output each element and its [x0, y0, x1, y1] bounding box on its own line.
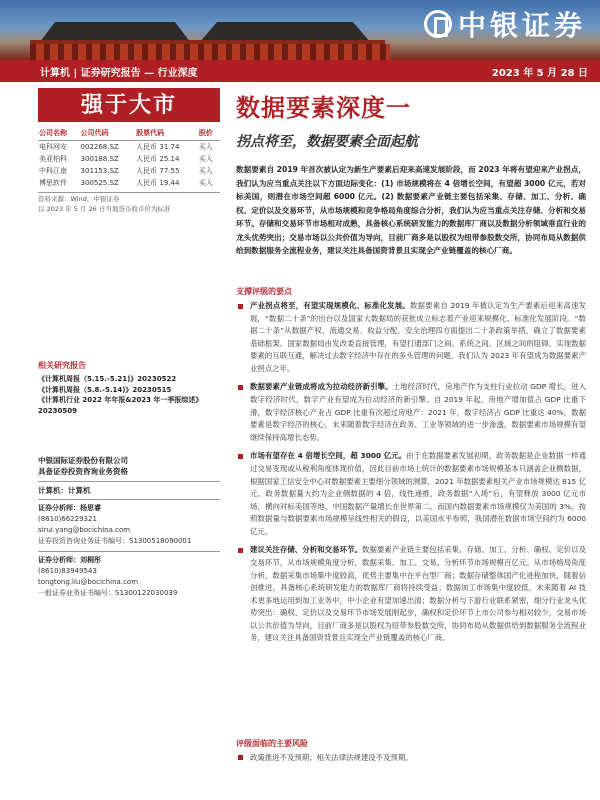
cell: 002268.SZ — [80, 143, 119, 151]
key-point — [236, 300, 586, 375]
key-point-title: 数据要素产业链成将成为拉动经济新引擎。 — [250, 382, 393, 392]
col-header: 股票代码 — [135, 126, 198, 141]
related-item[interactable]: 《计算机行业 2022 年年报&2023 年一季报综述》20230509 — [38, 396, 203, 415]
analyst-phone: (8610)83949543 — [38, 566, 97, 575]
col-header: 公司名称 — [38, 126, 80, 141]
rating-badge: 强于大市 — [38, 88, 220, 122]
divider — [38, 481, 220, 482]
cell: 电科网安 — [39, 143, 67, 151]
cell: 博思软件 — [39, 179, 67, 187]
table-row — [38, 165, 220, 177]
analyst-block — [38, 555, 220, 600]
analyst-label: 证券分析师： — [38, 555, 80, 564]
cell: 人民币 77.55 — [136, 167, 180, 175]
analyst-phone: (8610)66229321 — [38, 514, 97, 523]
related-heading: 相关研究报告 — [38, 361, 86, 370]
section-heading-points: 支撑评级的要点 — [236, 287, 292, 296]
key-point-text: 数据要素自 2019 年被认定为生产要素后迎来高速发展，“数据二十条”的出台以及国家大数据局的获批成立标志着产业迎来规模化、标准化发展阶段。“数据二十条”从数据产权、流通交易、收益分配、安全治理四方面提出二十条政策举措，确立了数据要素基础框架。国家数据局由发改委直接管理，有望打通部门之间、系统之间、区域之间的阻碍，实现数据要素的互联互通，解决过去数字经济中存在的多头管理的问题。我们认为 2023 年有望成为数据要素产业拐点之年。 — [250, 301, 586, 373]
report-category: 计算机 | 证券研究报告 — 行业深度 — [40, 67, 198, 79]
key-point-title: 市场有望存在 4 倍增长空间，超 3000 亿元。 — [250, 451, 407, 461]
palace-roof-image — [200, 22, 370, 42]
key-point — [236, 450, 586, 538]
table-row — [38, 177, 220, 189]
report-summary: 数据要素自 2019 年首次被认定为新生产要素后迎来高速发展阶段，而 2023 年将有望迎来产业拐点，我们认为应当重点关注以下方面边际变化：(1) 市场规模将在 4 倍增长空间，有望超 3000 亿元，若对标美国，则潜在市场空间超 6000 亿元。(2) 数据要素产业链主要包括采集、存储、加工、分析、确权、定价以及交易环节，从市场规模和竞争格局角度综合分析，我们认为应当重点关注存储、分析和交易环节。存储和交易环节市场相对成熟，具备核心系统研发能力的数据库厂商以及数据分析领域垂直行业的龙头优势突出；交易市场以公共价值为导向，目前厂商多是以股权为纽带参股数交所，协同布局从数据供给到数据服务全流程业务，建议关注具备国资背景且实现全产业链覆盖的核心厂商。 — [236, 165, 586, 256]
key-point — [236, 381, 586, 444]
boc-logo-icon — [424, 10, 452, 38]
cell: 买入 — [198, 179, 213, 187]
cell: 300188.SZ — [80, 155, 119, 163]
divider — [38, 499, 220, 500]
table-note — [38, 192, 220, 215]
firm-name: 中银国际证券股份有限公司 — [38, 456, 128, 465]
left-column — [38, 88, 220, 215]
col-header: 公司代码 — [80, 126, 136, 141]
related-item[interactable]: 《计算机周报（5.8.-5.14)》20230515 — [38, 385, 172, 394]
cell: 买入 — [198, 155, 213, 163]
col-header: 股价 — [198, 126, 220, 141]
cell: 买入 — [198, 143, 213, 151]
table-row — [38, 153, 220, 165]
key-points — [236, 300, 586, 651]
firm-qualification: 具备证券投资咨询业务资格 — [38, 467, 128, 477]
palace-columns-image — [30, 44, 390, 60]
analyst-label: 证券分析师： — [38, 503, 80, 512]
stock-table — [38, 126, 220, 189]
risk-text: 政策推进不及预期；相关法律法规建设不及预期。 — [236, 752, 586, 763]
section-heading-risk: 评级面临的主要风险 — [236, 739, 308, 748]
cell: 300525.SZ — [80, 179, 119, 187]
related-item[interactable]: 《计算机周报（5.15.-5.21)》20230522 — [38, 375, 177, 383]
analyst-cert: 证券投资咨询业务证书编号：S1300518090001 — [38, 537, 192, 546]
key-point-text: 由于在数据要素发展初期，政务数据是企业数据一样通过交易变现或从税利角度体现价值，因此目前市场上统计的数据要素市场规模基本只涵盖企业侧数据，根据国家工信安全中心对数据要素主要细分领域的测算，2021 年数据要素相关产业市场规模达 815 亿元。政务数据量大约为企业侧数据的 4 倍，线性递推，政务数据“入场”后，有望释放 3000 亿元市场，横向对标美国等地，中国数据产量增长在世界第二，而国内数据要素市场规模仅为美国的 3%，按照数据量与数据要素市场规模呈线性相关的假设，以美国水平参照，我国潜在数据市场空间约为 6000 亿元。 — [250, 451, 586, 536]
cell: 买入 — [198, 167, 213, 175]
table-header-row — [38, 126, 220, 141]
main-column — [236, 88, 586, 258]
cell: 301153.SZ — [80, 167, 119, 175]
analyst-email[interactable]: tongtong.liu@bocichina.com — [38, 577, 139, 586]
industry-label: 计算机：计算机 — [38, 485, 91, 495]
cell: 人民币 25.14 — [136, 155, 180, 163]
brand-logo — [424, 4, 586, 44]
key-point — [236, 544, 586, 645]
analyst-cert: 一般证券业务证书编号：S1300122030039 — [38, 589, 178, 598]
key-point-text: 数据要素产业链主要包括采集、存储、加工、分析、确权、定价以及交易环节，从市场规模角度分析，数据采集、加工、交易、分析环节市场规模百亿元。从市场格局角度分析，数据采集市场集中度较高，优势主要集中在平台型厂商；数据存储整体国产化进程加快，随着信创推进，具备核心系统研发能力的数据库厂商将持续受益；数据加工市场集中度较低，未来随着 AI 技术更多地运用到加工业务中，中小企业有望加速出清；数据分析与下游行业联系紧密，细分行业龙头优势突出：确权、定价以及交易环节市场发展刚起步，确权和定价环节上市公司参与相对较少，交易市场以公共价值为导向，目前厂商多是以股权为纽带参股数交所，协同布局从数据供给到数据服务全流程业务，建议关注具备国资背景且实现全产业链覆盖的核心厂商。 — [250, 545, 586, 643]
table-row — [38, 141, 220, 154]
header-banner — [0, 0, 600, 60]
key-point-text: 土地经济时代，房地产作为支柱行业拉动 GDP 增长，进入数字经济时代，数字产业有望成为拉动经济的新引擎。自 2019 年起，房地产增加值占 GDP 比重下滑，数字经济核心产业占 GDP 比重有次超过房地产：2021 年，数字经济占 GDP 比重达 40%，数据要素是数字经济的核心，未来随着数字经济在政务、工业等领域的进一步渗透，数据要素市场规模有望继续保持高增长态势。 — [250, 382, 586, 442]
cell: 人民币 31.74 — [136, 143, 180, 151]
cell: 美亚柏科 — [39, 155, 67, 163]
table-date-note: 以 2023 年 5 月 26 日当地货币收市价为标准 — [38, 204, 171, 213]
analyst-name: 刘桐彤 — [80, 555, 101, 564]
info-bar — [0, 60, 600, 82]
analyst-name: 杨思睿 — [80, 503, 101, 512]
key-point-title: 建议关注存储、分析和交易环节。 — [250, 545, 363, 555]
palace-roof-image — [40, 22, 190, 42]
report-subtitle: 拐点将至，数据要素全面起航 — [236, 134, 418, 150]
key-point-title: 产业拐点将至，有望实现规模化、标准化发展。 — [250, 301, 410, 310]
table-source: 资料来源：Wind，中银证券 — [38, 195, 120, 203]
firm-info — [38, 455, 220, 599]
report-date: 2023 年 5 月 28 日 — [491, 67, 588, 79]
brand-name: 中银证券 — [457, 9, 586, 42]
divider — [38, 551, 220, 552]
cell: 中科江南 — [39, 167, 67, 175]
related-reports — [38, 360, 220, 416]
report-title: 数据要素深度一 — [236, 93, 411, 122]
analyst-block — [38, 503, 220, 548]
cell: 人民币 19.44 — [136, 179, 180, 187]
analyst-email[interactable]: sirui.yang@bocichina.com — [38, 526, 131, 535]
